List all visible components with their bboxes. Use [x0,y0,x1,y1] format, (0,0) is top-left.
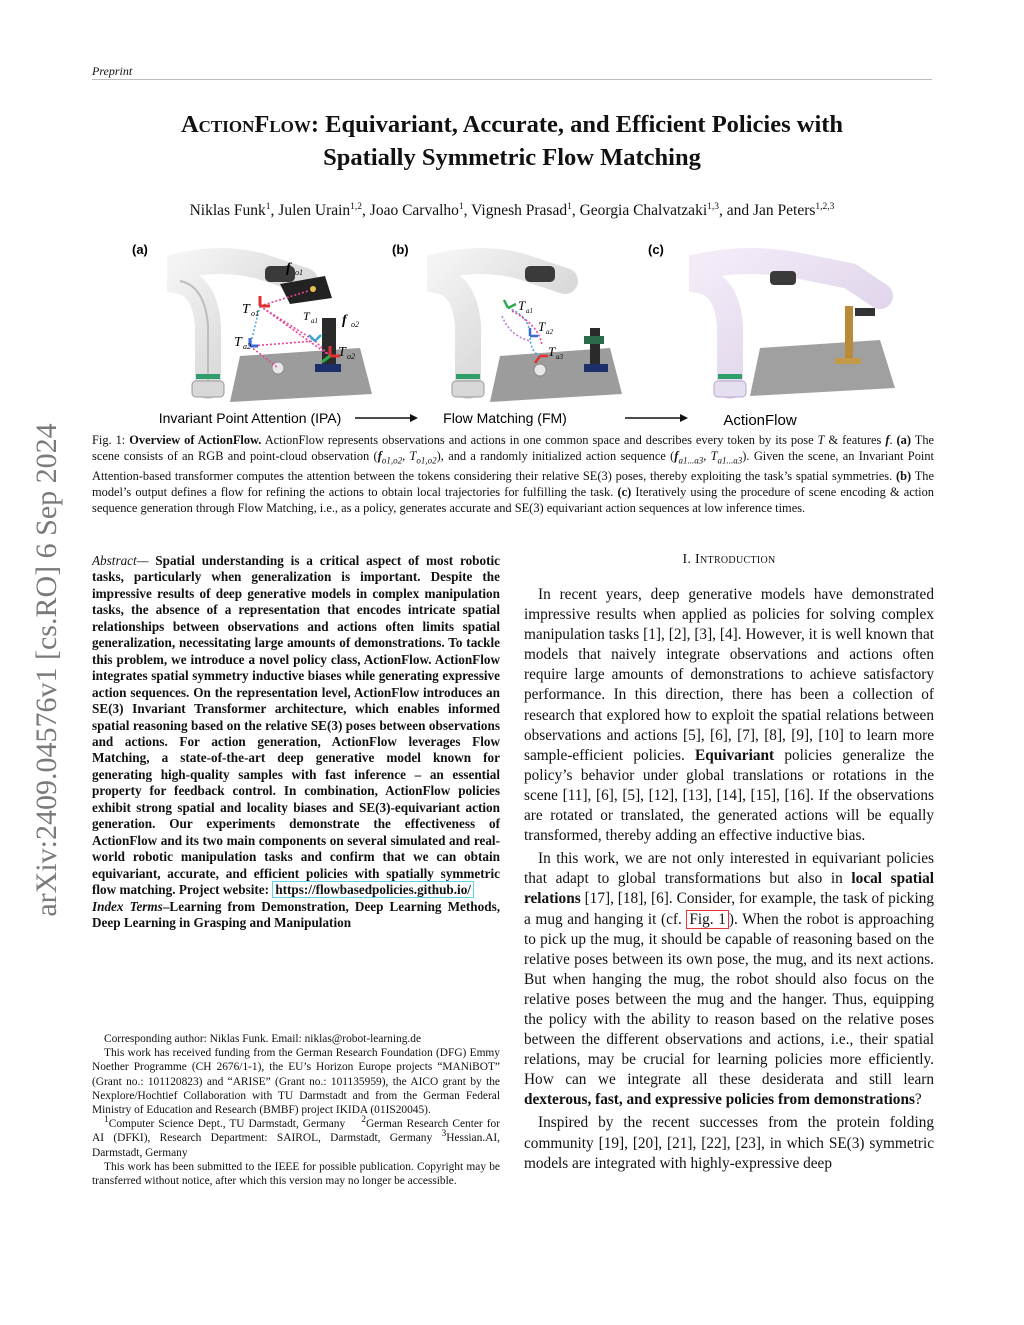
title-name: ActionFlow [180,111,311,138]
section-number: I. [682,552,692,567]
footnote-funding: This work has received funding from the German Research Foundation (DFG) Emmy Noether Programme (CH 2676/1-1), the EU’s Horizon Europe projects “MANiBOT” (Grant no.: 101120823) and “ARISE” (Grant no.: 101135959), the AICO grant by the Nexplore/Hochtief Collaboration with TU Darmstadt and from the German Federal Ministry of Education and Research (BMBF) project IKIDA (01IS20045). [92,1047,500,1117]
subscript: a2 [546,328,553,336]
figure-svg [110,236,910,432]
section-heading [524,552,934,568]
arxiv-stamp [10,370,70,970]
panel-label-b: (b) [392,242,409,257]
caption-text: The model’s output defines a flow for refining the actions to obtain local trajectories for fulfilling the task. [92,469,934,499]
subscript: a3 [556,353,563,361]
panel-label-c: (c) [648,242,664,257]
author: Joao Carvalho [369,202,459,219]
subscript: o1 [251,309,259,318]
author: and Jan Peters [726,202,816,219]
intro-paragraph [524,585,934,846]
text: [17], [18], [6]. Consider, for example, the task of picking a mug and hanging it (cf. [524,890,934,928]
caption-text: Iteratively using the procedure of scene encoding & action sequence generation through Flow Matching, i.e., as a policy, generates accurate and SE(3) equivariant action sequences at low inference times. [92,484,935,515]
footnote-corresponding: Corresponding author: Niklas Funk. Email: niklas@robot-learning.de [104,1033,422,1045]
label-T-a2: T [538,319,546,334]
footnote-affiliations: $^1$Computer Science Dept., TU Darmstadt, Germany $^2$German Research Center for AI (DFKI), Research Department: SAIROL, Darmstadt, Germany $^3$Hessian.AI, Darmstadt, Germany [92,1115,501,1159]
footnotes [92,1032,500,1188]
label-T-o2: T [338,345,346,360]
subscript: o2 [347,352,355,361]
project-website-link[interactable]: https://flowbasedpolicies.github.io/ [272,881,474,898]
intro-paragraph [524,849,934,1110]
overview-figure [110,236,910,432]
abstract-lead: Abstract— [92,553,149,568]
paper-title [92,108,932,174]
panel-label-a: (a) [132,242,148,257]
affil-marker: 1 [265,201,271,212]
stage-label-ipa: Invariant Point Attention (IPA) [158,410,342,426]
stage-label-actionflow: ActionFlow [723,412,797,429]
affiliation-2: German Research Center for AI (DFKI), Research Department: SAIROL, Darmstadt, Germany [92,1118,500,1145]
label-f-o2: f [342,313,347,328]
index-terms-lead: Index Terms [92,898,163,914]
intro-paragraph [524,1113,934,1173]
affil-marker: 1 [567,201,572,212]
caption-b: (b) [896,469,912,484]
footnote-ieee: This work has been submitted to the IEEE for possible publication. Copyright may be transferred without notice, after which this version may no longer be accessible. [92,1160,500,1188]
text: In recent years, deep generative models have demonstrated impressive results when applied as policies for solving complex manipulation tasks [1], [2], [3], [4]. However, it is well known that models that naively integrate observations and actions often require large amounts of demonstrations to achieve satisfactory performance. In this direction, there has been a collection of research that explored how to exploit the spatial relations between observations and actions [5], [6], [7], [8], [9], [10] to learn more sample-efficient policies. [524,586,934,764]
caption-label: Fig. 1: [92,433,126,447]
introduction-body [524,585,934,1174]
subscript: o2 [351,320,359,329]
header-rule [92,79,932,80]
label-T-o1: T [242,302,250,317]
title-line1: : Equivariant, Accurate, and Efficient Policies with [310,111,844,138]
affil-marker: 1,3 [707,201,719,212]
text: ). When the robot is approaching to pick up the mug, it should be capable of reasoning based on the relative poses between its own pose, the mug, and its next actions. But when hanging the mug, the robot should also focus on the relative poses between the mug and the hanger. Thus, equipping the policy with the ability to reason based on the relative poses between the different observations and actions, i.e., their spatial relations, may be crucial for learning policies more efficiently. How can we integrate all these desiderata and still learn [524,910,934,1089]
caption-text: The scene consists of an RGB and point-cloud observation [92,433,935,463]
caption-text: . Given the scene, an Invariant Point Attention-based transformer computes the attention between the tokens considering their relative SE(3) poses, thereby exploiting the task’s spatial symmetries. [92,448,934,484]
text: ? [914,1091,922,1109]
caption-c: (c) [617,484,632,499]
subscript: a1 [311,317,318,325]
author: Niklas Funk [189,202,266,219]
subscript: a2 [243,342,251,351]
figure-caption: Fig. 1: Overview of ActionFlow. ActionFlow represents observations and actions in one common space and describes every token by its pose T & features f. (a) The scene consists of an RGB and point-cloud observation ($f_{o1,o2}$, $T_{o1,o2}$), and a randomly initialized action sequence ($f_{a1...a3}$, $T_{a1...a3}$). Given the scene, an Invariant Point Attention-based transformer computes the attention between the tokens considering their relative SE(3) poses, thereby exploiting the task’s spatial symmetries. (b) The model’s output defines a flow for refining the actions to obtain local trajectories for fulfilling the task. (c) Iteratively using the procedure of scene encoding & action sequence generation through Flow Matching, i.e., as a policy, generates accurate and SE(3) equivariant action sequences at low inference times. [92,433,935,515]
affiliation-1: Computer Science Dept., TU Darmstadt, Germany [108,1118,346,1131]
author: Georgia Chalvatzaki [579,202,708,219]
caption-text: , and a randomly initialized action sequence [440,448,666,463]
affil-marker: 1,2,3 [815,201,835,212]
label-T-a3: T [548,344,556,359]
figure-reference-link[interactable]: Fig. 1 [686,910,729,929]
caption-text: ActionFlow represents observations and actions in one common space and describes every token by its pose [264,433,814,447]
subscript: o1 [295,268,303,277]
label-T-a2: T [234,335,242,350]
text: In this work, we are not only interested in equivariant policies that adapt to global transformations but also in [524,850,934,888]
text: policies generalize the policy’s behavior under global translations or rotations in the scene [11], [6], [5], [12], [13], [14], [15], [16]. If the observations are rotated or translated, the generated actions will be equally transformed, thereby adding an effective inductive bias. [524,746,934,845]
arrow-head-icon [410,414,418,422]
abstract-body: Spatial understanding is a critical aspect of most robotic tasks, particularly when generalization is important. Despite the impressive results of deep generative models in complex manipulation tasks, the absence of a representation that encodes intricate spatial relationships between observations and actions often limits spatial generalization, necessitating large amounts of demonstrations. To tackle this problem, we introduce a novel policy class, ActionFlow. ActionFlow integrates spatial symmetry inductive biases while generating expressive action sequences. On the representation level, ActionFlow introduces an SE(3) Invariant Transformer architecture, which enables informed spatial reasoning based on the relative SE(3) poses between observations and actions. For action generation, ActionFlow leverages Flow Matching, a state-of-the-art deep generative model known for generating high-quality samples with fast inference – an essential property for feedback control. In combination, ActionFlow policies exhibit strong spatial and locality biases and SE(3)-equivariant action generation. Our experiments demonstrate the effectiveness of ActionFlow and its two main components on several simulated and real-world robotic manipulation tasks and confirm that we can obtain equivariant, accurate, and efficient policies with spatially symmetric flow matching. Project website: [92,553,500,898]
title-line2: Spatially Symmetric Flow Matching [323,144,701,171]
subscript: a1 [526,307,533,315]
bold-term: local spatial relations [524,870,934,908]
arxiv-stamp-text: arXiv:2409.04576v1 [cs.RO] 6 Sep 2024 [30,423,63,917]
arrow-head-icon [680,414,688,422]
running-header: Preprint [92,64,133,78]
author: Julen Urain [278,202,351,219]
panel-a-scene [180,261,372,402]
affil-marker: 1,2 [350,201,363,212]
caption-title: Overview of ActionFlow. [129,433,262,447]
author-list: Niklas Funk$^1$, Julen Urain$^{1,2}$, Joao Carvalho$^1$, Vignesh Prasad$^1$, Georgia Chalvatzaki$^{1,3}$, and Jan Peters$^{1,2,3}$ [189,201,835,219]
panel-c-scene [702,261,895,397]
abstract [92,553,500,931]
stage-label-fm: Flow Matching (FM) [443,410,567,426]
bold-term: Equivariant [695,746,775,764]
panel-b-scene [440,261,622,402]
label-T-a1: T [303,309,310,323]
author: Vignesh Prasad [471,202,568,219]
affil-marker: 1 [458,201,464,212]
label-T-a1: T [518,298,526,313]
index-terms: –Learning from Demonstration, Deep Learning Methods, Deep Learning in Grasping and Manipulation [92,898,500,930]
label-f-o1: f [286,261,291,276]
text: Inspired by the recent successes from the protein folding community [19], [20], [21], [22], [23], in which SE(3) symmetric models are integrated with highly-expressive deep [524,1114,934,1172]
bold-term: dexterous, fast, and expressive policies from demonstrations [524,1091,915,1109]
section-title: Introduction [695,552,776,567]
arxiv-stamp-svg [10,370,70,970]
caption-text: & features [828,433,882,447]
affiliation-3: Hessian.AI, Darmstadt, Germany [92,1132,501,1159]
caption-a: (a) [896,433,911,447]
